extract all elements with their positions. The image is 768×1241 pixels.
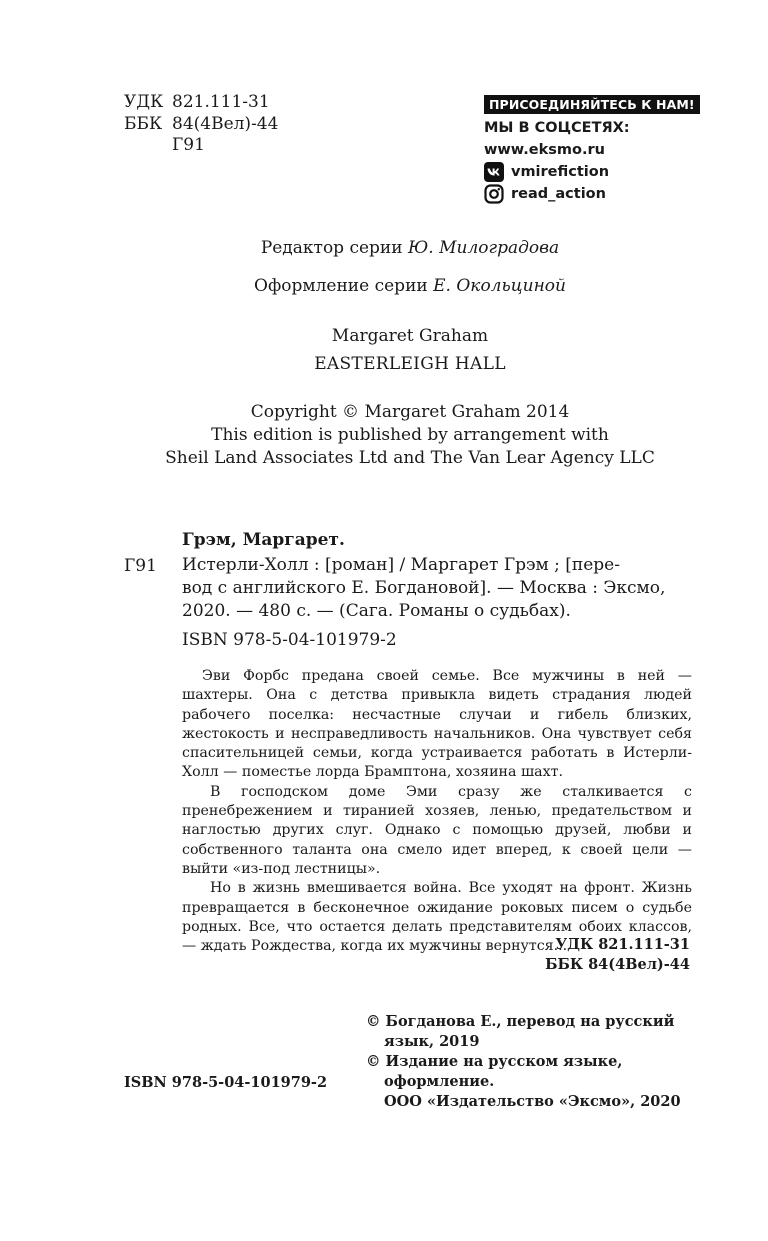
bib-author-mark: Г91 xyxy=(124,556,157,576)
series-editor-role: Редактор серии xyxy=(260,238,403,258)
annotation-paragraph: В господском доме Эми сразу же сталкивается с пренебрежением и тиранией хозяев, ленью, предательством и наглостью других слуг. Однако с помощью друзей, любви и собственного таланта она смело идет вперед, к своей цели — выйти «из-под лестницы». xyxy=(182,783,692,877)
series-design-line xyxy=(0,276,768,296)
bib-line: вод с английского Е. Богдановой]. — Москва : Эксмо, xyxy=(182,578,666,598)
udk-row xyxy=(124,92,278,114)
vk-icon xyxy=(484,162,504,182)
translation-copyright: © Богданова Е., перевод на русский язык, 2019 xyxy=(366,1013,675,1050)
copyright-notices xyxy=(366,1012,696,1112)
bib-isbn: ISBN 978-5-04-101979-2 xyxy=(182,630,397,650)
bbk-label: ББК xyxy=(124,113,163,134)
instagram-handle: read_action xyxy=(511,186,606,202)
bib-description xyxy=(182,554,692,623)
socials-label: МЫ В СОЦСЕТЯХ: xyxy=(484,120,630,136)
series-editor-name: Ю. Милоградова xyxy=(408,238,560,258)
bib-line: 2020. — 480 с. — (Сага. Романы о судьбах). xyxy=(182,601,571,621)
vk-link[interactable] xyxy=(484,161,700,183)
instagram-link[interactable] xyxy=(484,183,700,205)
instagram-icon xyxy=(484,184,504,204)
website-link[interactable]: www.eksmo.ru xyxy=(484,142,605,158)
bib-line: Истерли-Холл : [роман] / Маргарет Грэм ; [пере- xyxy=(182,555,620,575)
bbk-row xyxy=(124,114,278,136)
arrangement-note: This edition is published by arrangement with xyxy=(211,425,609,445)
udk-code: УДК 821.111-31 xyxy=(555,936,690,953)
publisher-copyright: ООО «Издательство «Эксмо», 2020 xyxy=(384,1093,681,1110)
original-author: Margaret Graham xyxy=(331,326,489,346)
author-mark: Г91 xyxy=(172,135,205,155)
classification-codes xyxy=(400,935,690,975)
join-us-badge: ПРИСОЕДИНЯЙТЕСЬ К НАМ! xyxy=(484,95,700,114)
udk-label: УДК xyxy=(124,92,164,112)
vk-handle: vmirefiction xyxy=(511,164,610,180)
series-editor-line xyxy=(0,238,768,258)
original-copyright: Copyright © Margaret Graham 2014 xyxy=(250,402,570,422)
annotation-paragraph: Но в жизнь вмешивается война. Все уходят на фронт. Жизнь превращается в бесконечное ожидание роковых писем о судьбе родных. Все, что остается делать представителям обоих классов, — ждать Рождества, когда их мужчины вернутся... xyxy=(182,880,692,955)
series-design-role: Оформление серии xyxy=(254,276,428,296)
udk-value: 821.111-31 xyxy=(172,92,270,112)
bbk-code: ББК 84(4Вел)-44 xyxy=(545,956,690,973)
series-design-name: Е. Окольциной xyxy=(433,276,566,296)
footer-isbn: ISBN 978-5-04-101979-2 xyxy=(124,1074,328,1091)
author-mark-row xyxy=(124,135,278,157)
bib-author-heading: Грэм, Маргарет. xyxy=(182,530,345,550)
annotation-paragraph: Эви Форбс предана своей семье. Все мужчины в ней — шахтеры. Она с детства привыкла видеть страдания людей рабочего поселка: несчастные случаи и гибель близких, жестокость и несправедливость начальников. Она чувствует себя спасительницей семьи, когда устраивается работать в Истерли-Холл — поместье лорда Брамптона, хозяина шахт. xyxy=(182,668,692,781)
annotation xyxy=(182,667,692,956)
agencies-note: Sheil Land Associates Ltd and The Van Lear Agency LLC xyxy=(165,448,655,468)
social-block xyxy=(484,94,700,205)
classification-block xyxy=(124,92,278,157)
bbk-value: 84(4Вел)-44 xyxy=(172,113,279,134)
original-title: EASTERLEIGH HALL xyxy=(314,354,506,374)
edition-copyright: © Издание на русском языке, оформление. xyxy=(366,1053,623,1090)
